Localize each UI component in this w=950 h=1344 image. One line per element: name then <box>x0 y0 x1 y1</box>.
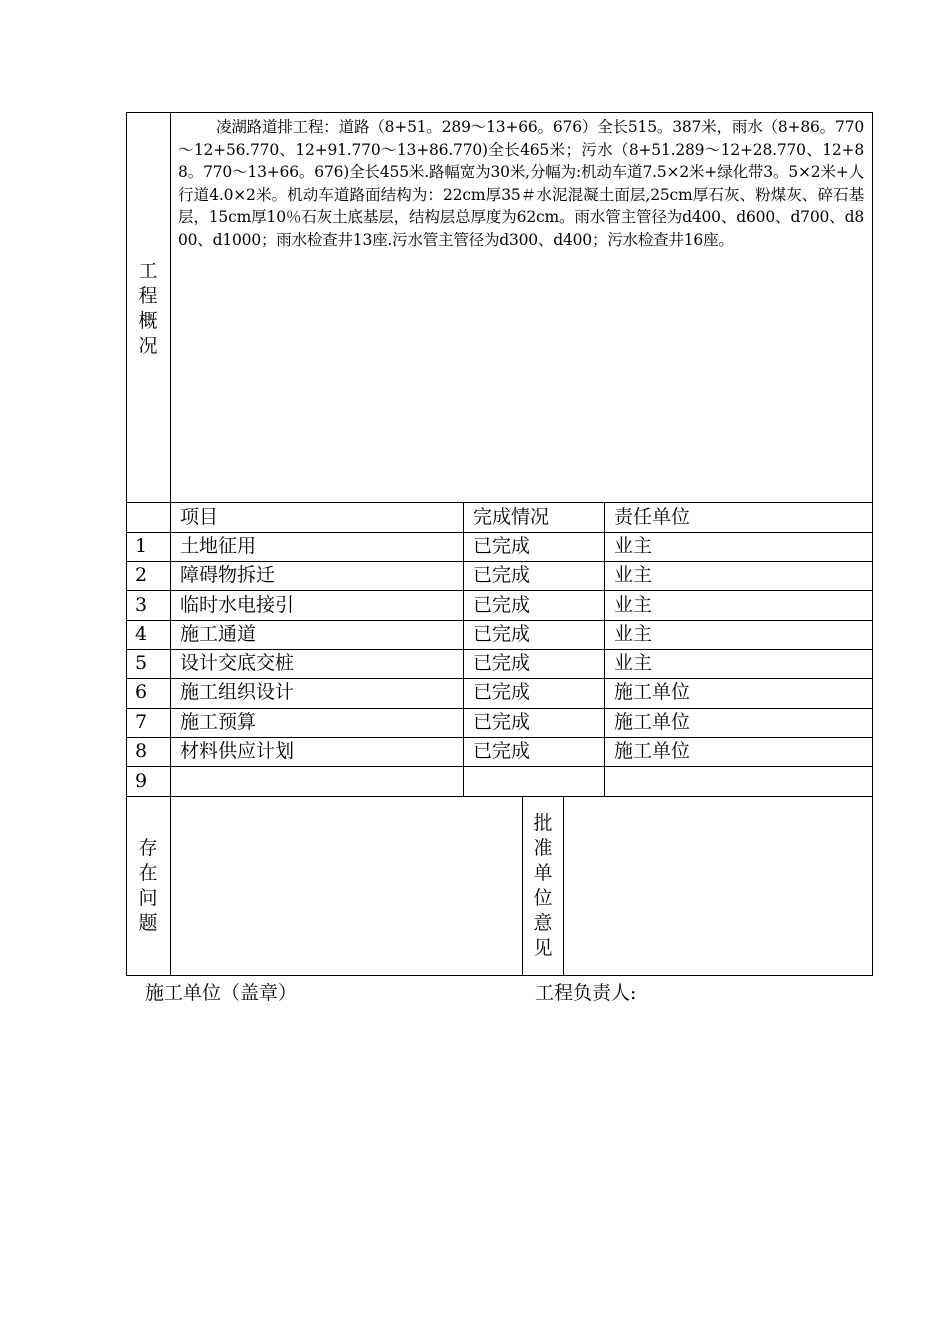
row-divider <box>126 796 873 797</box>
row-status: 已完成 <box>473 740 531 762</box>
issues-label: 存 在 问 题 <box>138 837 158 934</box>
row-status: 已完成 <box>473 594 531 616</box>
row-owner: 业主 <box>614 623 653 645</box>
row-number: 9 <box>135 770 148 792</box>
row-item: 土地征用 <box>180 535 257 557</box>
row-item: 施工通道 <box>180 623 257 645</box>
row-divider <box>126 766 873 767</box>
overview-label: 工 程 概 况 <box>138 260 158 357</box>
approval-label: 批 准 单 位 意 见 <box>533 812 553 959</box>
row-status: 已完成 <box>473 535 531 557</box>
row-number: 2 <box>135 564 148 586</box>
row-owner: 业主 <box>614 652 653 674</box>
overview-text: 凌湖路道排工程：道路（8+51。289～13+66。676）全长515。387米，雨水（8+86。770～12+56.770、12+91.770～13+86.770)全长465米；污水（8+51.289～12+28.770、12+88。770～13+66。676)全长455米.路幅宽为30米,分幅为:机动车道7.5×2米+绿化带3。5×2米+人行道4.0×2米。机动车道路面结构为：22cm厚35＃水泥混凝土面层,25cm厚石灰、粉煤灰、碎石基层，15cm厚10％石灰土底基层，结构层总厚度为62cm。雨水管主管径为d400、d600、d700、d800、d1000；雨水检查井13座.污水管主管径为d300、d400；污水检查井16座。 <box>178 118 864 249</box>
row-number: 1 <box>135 535 148 557</box>
row-owner: 施工单位 <box>614 740 691 762</box>
row-item: 障碍物拆迁 <box>180 564 276 586</box>
row-status: 已完成 <box>473 623 531 645</box>
row-owner: 业主 <box>614 535 653 557</box>
column-divider <box>522 796 523 976</box>
row-number: 5 <box>135 652 148 674</box>
row-item: 临时水电接引 <box>180 594 295 616</box>
project-manager-label: 工程负责人: <box>535 982 637 1004</box>
row-status: 已完成 <box>473 564 531 586</box>
row-item: 施工预算 <box>180 711 257 733</box>
row-owner: 业主 <box>614 564 653 586</box>
row-status: 已完成 <box>473 681 531 703</box>
header-item: 项目 <box>180 506 219 528</box>
header-owner: 责任单位 <box>614 506 691 528</box>
row-number: 8 <box>135 740 148 762</box>
row-number: 4 <box>135 623 148 645</box>
column-divider <box>170 112 171 976</box>
row-status: 已完成 <box>473 711 531 733</box>
column-divider <box>563 796 564 976</box>
row-number: 6 <box>135 681 148 703</box>
row-owner: 业主 <box>614 594 653 616</box>
row-owner: 施工单位 <box>614 681 691 703</box>
row-status: 已完成 <box>473 652 531 674</box>
contractor-seal-label: 施工单位（盖章） <box>145 982 298 1004</box>
header-status: 完成情况 <box>473 506 550 528</box>
row-number: 7 <box>135 711 148 733</box>
row-number: 3 <box>135 594 148 616</box>
row-item: 施工组织设计 <box>180 681 295 703</box>
column-divider <box>463 502 464 796</box>
row-owner: 施工单位 <box>614 711 691 733</box>
column-divider <box>604 502 605 796</box>
row-item: 材料供应计划 <box>180 740 295 762</box>
row-item: 设计交底交桩 <box>180 652 295 674</box>
